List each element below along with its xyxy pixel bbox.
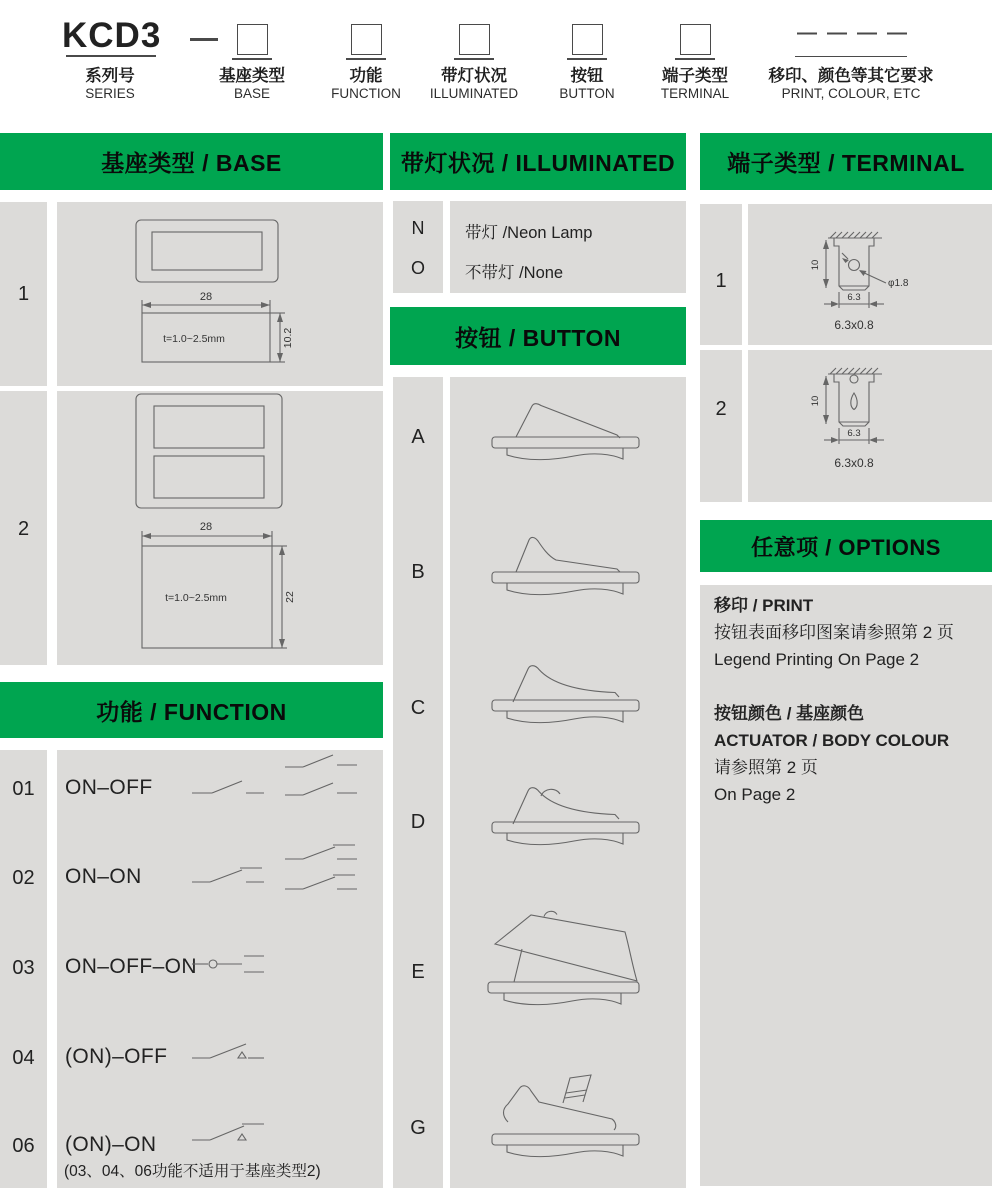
button-row-code: E	[411, 961, 425, 983]
code-connector-dash	[190, 38, 218, 41]
button-c-drawing	[478, 656, 653, 732]
terminal-2-drawing	[800, 364, 920, 480]
section-header-function: 功能 / FUNCTION	[0, 682, 383, 738]
function-row-label: ON–ON	[65, 865, 142, 888]
options-colour-title-en: ACTUATOR / BODY COLOUR	[714, 731, 950, 750]
print-label-zh: 移印、颜色等其它要求	[768, 67, 934, 85]
series-underline	[66, 55, 156, 57]
base-1-dim-height: 10.2	[282, 327, 294, 349]
button-g-drawing	[478, 1072, 653, 1164]
code-box-function-underline	[346, 58, 386, 60]
illuminated-row-label: 不带灯 /None	[465, 264, 564, 282]
terminal-1-size: 6.3x0.8	[834, 318, 874, 332]
terminal-1-hole: φ1.8	[888, 278, 909, 289]
circuit-symbol-on-on-sp	[190, 862, 265, 888]
terminal-row2-code-cell	[700, 350, 742, 502]
section-header-options: 任意项 / OPTIONS	[700, 520, 992, 572]
button-row-code: B	[411, 561, 425, 583]
circuit-symbol-on-on-dp	[283, 843, 358, 903]
function-row-code: 02	[12, 867, 35, 889]
code-box-terminal-underline	[675, 58, 715, 60]
illuminated-code-column	[393, 201, 443, 293]
button-row-code: A	[411, 426, 425, 448]
button-row-code: D	[410, 811, 426, 833]
terminal-label-en: TERMINAL	[660, 86, 730, 101]
code-box-base-underline	[232, 58, 272, 60]
code-box-button-underline	[567, 58, 607, 60]
terminal-2-size: 6.3x0.8	[834, 456, 874, 470]
function-row-code: 04	[12, 1047, 35, 1069]
button-code-column	[393, 377, 443, 1188]
button-row-code: C	[410, 697, 426, 719]
base-2-dim-width: 28	[199, 521, 213, 533]
circuit-symbol-on-off-sp	[190, 775, 265, 801]
print-dash: —	[887, 22, 907, 44]
series-label-zh: 系列号	[85, 67, 135, 85]
function-row-label: ON–OFF–ON	[65, 955, 197, 978]
series-label-en: SERIES	[85, 86, 135, 101]
button-a-drawing	[478, 395, 653, 471]
options-colour-en: On Page 2	[714, 785, 796, 804]
function-row-label: ON–OFF	[65, 776, 153, 799]
options-colour-zh: 请参照第 2 页	[714, 758, 818, 777]
circuit-symbol-mom-on-on	[190, 1120, 265, 1146]
options-print-en: Legend Printing On Page 2	[714, 650, 920, 669]
illuminated-row-label: 带灯 /Neon Lamp	[465, 224, 593, 242]
function-label-en: FUNCTION	[331, 86, 401, 101]
options-print-zh: 按钮表面移印图案请参照第 2 页	[714, 623, 954, 642]
function-row-label: (ON)–OFF	[65, 1045, 168, 1068]
print-dash: —	[857, 22, 877, 44]
section-header-terminal: 端子类型 / TERMINAL	[700, 133, 992, 190]
print-underline	[795, 56, 907, 57]
terminal-2-dim-height: 10	[810, 395, 821, 407]
section-header-button: 按钮 / BUTTON	[390, 307, 686, 365]
code-box-illuminated	[459, 24, 490, 55]
button-b-drawing	[478, 530, 653, 606]
print-dash: —	[827, 22, 847, 44]
code-box-base	[237, 24, 268, 55]
section-header-illuminated: 带灯状况 / ILLUMINATED	[390, 133, 686, 190]
function-row-code: 01	[12, 778, 35, 800]
options-print-title: 移印 / PRINT	[714, 596, 814, 615]
print-dash: —	[797, 22, 817, 44]
code-box-button	[572, 24, 603, 55]
code-box-illuminated-underline	[454, 58, 494, 60]
illuminated-row-code: N	[411, 218, 425, 238]
circuit-symbol-on-off-dp	[283, 753, 358, 809]
section-header-base: 基座类型 / BASE	[0, 133, 383, 190]
terminal-1-dim-width: 6.3	[847, 292, 861, 303]
base-2-drawing	[128, 390, 303, 652]
function-note: (03、04、06功能不适用于基座类型2)	[64, 1163, 321, 1180]
button-label-en: BUTTON	[559, 86, 615, 101]
base-row1-code: 1	[17, 283, 30, 305]
circuit-symbol-mom-on-off	[190, 1040, 265, 1066]
base-1-drawing	[128, 212, 298, 374]
terminal-row2-code: 2	[715, 398, 727, 420]
function-row-code: 06	[12, 1135, 35, 1157]
terminal-label-zh: 端子类型	[662, 67, 728, 85]
options-text	[714, 592, 954, 808]
base-label-en: BASE	[233, 86, 271, 101]
code-box-function	[351, 24, 382, 55]
terminal-1-dim-height: 10	[810, 259, 821, 271]
base-2-thickness: t=1.0~2.5mm	[165, 592, 227, 604]
button-label-zh: 按钮	[570, 67, 604, 85]
function-label-zh: 功能	[349, 67, 383, 85]
base-1-thickness: t=1.0~2.5mm	[163, 333, 225, 345]
illuminated-label-en: ILLUMINATED	[429, 86, 519, 101]
terminal-2-dim-width: 6.3	[847, 428, 861, 439]
illuminated-label-zh: 带灯状况	[441, 67, 507, 85]
base-2-dim-height: 22	[284, 591, 296, 603]
button-d-drawing	[478, 778, 653, 854]
print-label-en: PRINT, COLOUR, ETC	[781, 86, 921, 101]
base-label-zh: 基座类型	[219, 67, 285, 85]
base-row2-code: 2	[17, 518, 30, 540]
base-1-dim-width: 28	[199, 291, 213, 303]
circuit-symbol-on-off-on	[190, 950, 265, 978]
illuminated-row-code: O	[410, 258, 425, 278]
series-code: KCD3	[62, 16, 162, 55]
terminal-1-drawing	[800, 228, 920, 340]
options-colour-title-zh: 按钮颜色 / 基座颜色	[714, 704, 865, 723]
button-row-code: G	[410, 1117, 426, 1139]
function-row-label: (ON)–ON	[65, 1133, 157, 1156]
function-row-code: 03	[12, 957, 35, 979]
terminal-row1-code: 1	[715, 270, 727, 292]
print-dashes	[797, 22, 907, 45]
code-box-terminal	[680, 24, 711, 55]
button-e-drawing	[478, 908, 653, 1012]
options-spacer	[714, 673, 954, 700]
